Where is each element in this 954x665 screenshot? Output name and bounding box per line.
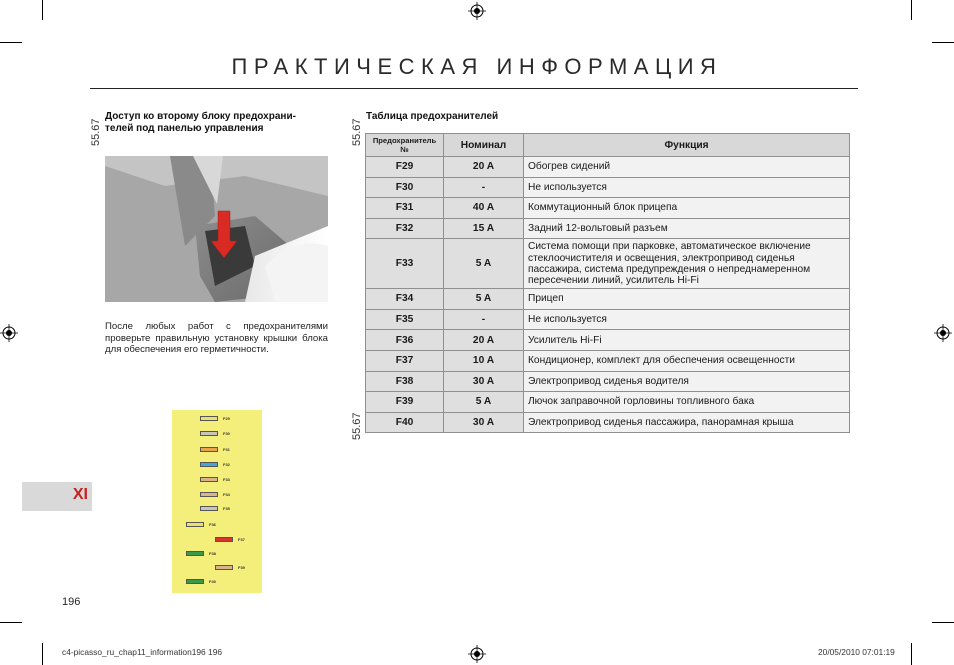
cell-function: Усилитель Hi-Fi xyxy=(524,330,850,351)
fuse-label: F37 xyxy=(238,537,245,542)
fuse-label: F40 xyxy=(209,579,216,584)
cell-function: Коммутационный блок прицепа xyxy=(524,198,850,219)
table-row xyxy=(366,309,850,330)
cell-number: F31 xyxy=(366,198,444,219)
cell-rating: 5 A xyxy=(444,289,524,310)
cell-number: F34 xyxy=(366,289,444,310)
cell-number: F30 xyxy=(366,177,444,198)
side-code-left: 55.67 xyxy=(90,118,102,146)
section-heading-line1: Доступ ко второму блоку предохрани- xyxy=(105,111,296,122)
fuse-F33 xyxy=(200,477,218,482)
cell-function: Кондиционер, комплект для обеспечения освещенности xyxy=(524,350,850,371)
side-code-right-top: 55.67 xyxy=(351,118,363,146)
fuse-F35 xyxy=(200,506,218,511)
fuse-label: F39 xyxy=(238,565,245,570)
fuse-label: F29 xyxy=(223,416,230,421)
table-row xyxy=(366,198,850,219)
cell-rating: 10 A xyxy=(444,350,524,371)
table-row xyxy=(366,350,850,371)
crop-mark xyxy=(0,622,22,623)
crop-mark xyxy=(932,622,954,623)
registration-mark-icon xyxy=(934,324,952,342)
cell-rating: 20 A xyxy=(444,330,524,351)
fuse-F34 xyxy=(200,492,218,497)
table-row xyxy=(366,218,850,239)
cell-number: F36 xyxy=(366,330,444,351)
table-row xyxy=(366,177,850,198)
cell-function: Прицеп xyxy=(524,289,850,310)
cell-number: F33 xyxy=(366,239,444,289)
fuse-F36 xyxy=(186,522,204,527)
table-header-row xyxy=(366,134,850,157)
table-row xyxy=(366,239,850,289)
cell-function: Электропривод сиденья водителя xyxy=(524,371,850,392)
cell-rating: 30 A xyxy=(444,412,524,433)
fuse-label: F35 xyxy=(223,506,230,511)
table-row xyxy=(366,157,850,178)
cell-function: Не используется xyxy=(524,309,850,330)
page-number: 196 xyxy=(62,596,81,608)
fuse-label: F38 xyxy=(209,551,216,556)
fuse-F38 xyxy=(186,551,204,556)
fuse-F37 xyxy=(215,537,233,542)
fuse-label: F33 xyxy=(223,477,230,482)
cell-function: Система помощи при парковке, автоматическое включение стеклоочистителя и освещения, электропривод сиденья пассажира, система предупреждения о непреднамеренном пересечении линий, усилитель Hi-Fi xyxy=(524,239,850,289)
crop-mark xyxy=(911,643,912,665)
header-function: Функция xyxy=(524,134,850,157)
table-row xyxy=(366,289,850,310)
cell-number: F37 xyxy=(366,350,444,371)
fuse-box-photo xyxy=(105,156,328,302)
table-caption: Таблица предохранителей xyxy=(366,111,499,122)
footer-left: c4-picasso_ru_chap11_information196 196 xyxy=(62,647,223,657)
cell-rating: 5 A xyxy=(444,239,524,289)
cell-rating: 15 A xyxy=(444,218,524,239)
fuse-label: F36 xyxy=(209,522,216,527)
cell-number: F32 xyxy=(366,218,444,239)
note-text: После любых работ с предохранителями проверьте правильную установку крышки блока для обеспечения его герметичности. xyxy=(105,321,328,356)
registration-mark-icon xyxy=(468,2,486,20)
crop-mark xyxy=(0,42,22,43)
table-row xyxy=(366,330,850,351)
cell-rating: - xyxy=(444,309,524,330)
title-divider xyxy=(90,88,858,89)
fuse-F40 xyxy=(186,579,204,584)
fuse-label: F32 xyxy=(223,462,230,467)
chapter-tab-label: XI xyxy=(72,486,88,503)
cell-number: F29 xyxy=(366,157,444,178)
cell-rating: - xyxy=(444,177,524,198)
header-rating: Номинал xyxy=(444,134,524,157)
fuse-F31 xyxy=(200,447,218,452)
cell-number: F35 xyxy=(366,309,444,330)
cell-number: F40 xyxy=(366,412,444,433)
section-heading xyxy=(105,111,330,135)
fuse-table xyxy=(365,133,850,433)
table-row xyxy=(366,392,850,413)
crop-mark xyxy=(932,42,954,43)
fuse-label: F30 xyxy=(223,431,230,436)
fuse-label: F31 xyxy=(223,447,230,452)
cell-function: Задний 12-вольтовый разъем xyxy=(524,218,850,239)
cell-function: Обогрев сидений xyxy=(524,157,850,178)
fuse-label: F34 xyxy=(223,492,230,497)
fuse-F30 xyxy=(200,431,218,436)
footer-right: 20/05/2010 07:01:19 xyxy=(818,647,895,657)
table-row xyxy=(366,412,850,433)
cell-rating: 40 A xyxy=(444,198,524,219)
cell-rating: 20 A xyxy=(444,157,524,178)
cell-function: Электропривод сиденья пассажира, панорамная крыша xyxy=(524,412,850,433)
registration-mark-icon xyxy=(0,324,18,342)
fuse-F39 xyxy=(215,565,233,570)
section-heading-line2: телей под панелью управления xyxy=(105,123,264,134)
header-number: Предохранитель № xyxy=(366,134,444,157)
dashboard-illustration xyxy=(105,156,328,302)
cell-number: F39 xyxy=(366,392,444,413)
cell-rating: 30 A xyxy=(444,371,524,392)
fuse-layout-diagram xyxy=(172,410,262,593)
crop-mark xyxy=(42,0,43,20)
fuse-F29 xyxy=(200,416,218,421)
crop-mark xyxy=(911,0,912,20)
side-code-right-bottom: 55.67 xyxy=(351,412,363,440)
page-title: ПРАКТИЧЕСКАЯ ИНФОРМАЦИЯ xyxy=(231,54,723,79)
table-row xyxy=(366,371,850,392)
registration-mark-icon xyxy=(468,645,486,663)
crop-mark xyxy=(42,643,43,665)
cell-function: Лючок заправочной горловины топливного бака xyxy=(524,392,850,413)
cell-rating: 5 A xyxy=(444,392,524,413)
cell-function: Не используется xyxy=(524,177,850,198)
cell-number: F38 xyxy=(366,371,444,392)
fuse-F32 xyxy=(200,462,218,467)
chapter-tab xyxy=(22,482,92,511)
